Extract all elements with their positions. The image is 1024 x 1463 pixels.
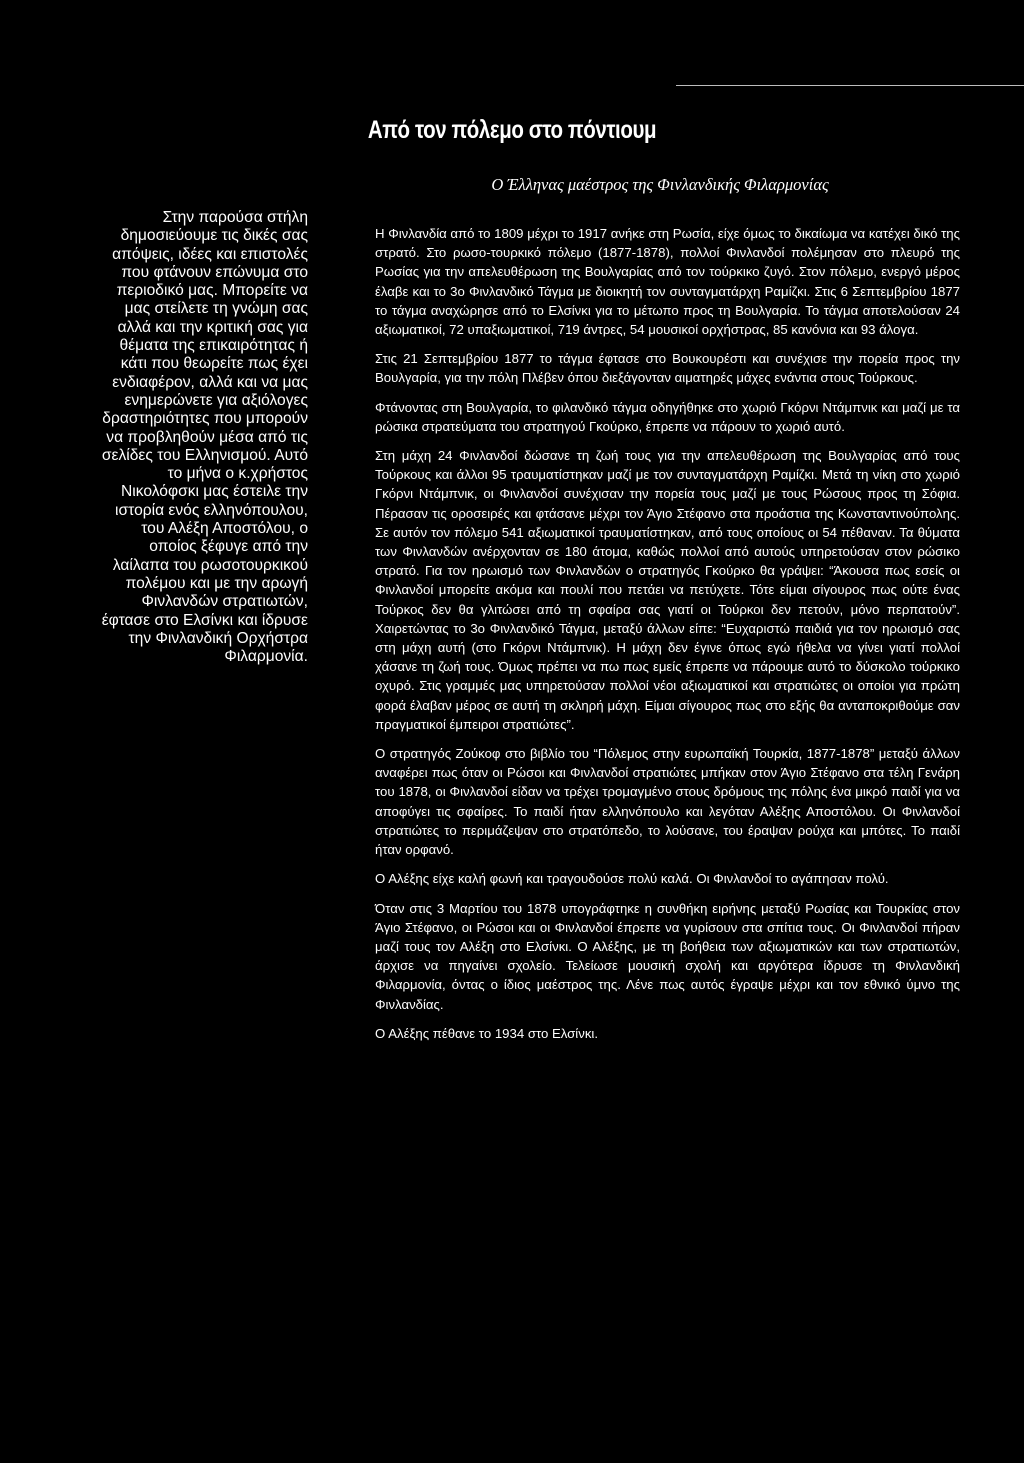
article-paragraph: Η Φινλανδία από το 1809 μέχρι το 1917 ανήκε στη Ρωσία, είχε όμως το δικαίωμα να κατέχει δικό της στρατό. Στο ρωσο-τουρκικό πόλεμο (1877-1878), πολλοί Φινλανδοί πολέμησαν στο πλευρό της Ρωσίας για την απελευθέρωση της Βουλγαρίας από τον τούρκικο ζυγό. Στον πόλεμο, ενεργό μέρος έλαβε και το 3ο Φινλανδικό Τάγμα με διοικητή τον συνταγματάρχη Ραμίζκι. Στις 6 Σεπτεμβρίου 1877 το τάγμα αναχώρησε από το Ελσίνκι για το μέτωπο προς τη Βουλγαρία. Το τάγμα αποτελούσαν 24 αξιωματικοί, 72 υπαξιωματικοί, 719 άντρες, 54 μουσικοί ορχήστρας, 85 κανόνια και 93 άλογα.	[375, 226, 960, 338]
article-body	[375, 224, 960, 1053]
article-paragraph: Ο Αλέξης πέθανε το 1934 στο Ελσίνκι.	[375, 1025, 599, 1041]
header-rule	[676, 85, 1024, 86]
article-subtitle: Ο Έλληνας μαέστρος της Φινλανδικής Φιλαρμονίας	[491, 175, 829, 194]
article-paragraph: Στη μάχη 24 Φινλανδοί δώσανε τη ζωή τους για την απελευθέρωση της Βουλγαρίας από τους Τούρκους και άλλοι 95 τραυματίστηκαν μαζί με τον συνταγματάρχη Ραμίζκι. Μετά τη νίκη στο χωριό Γκόρνι Ντάμπνικ, οι Φινλανδοί συνέχισαν την πορεία τους μαζί με τους Ρώσους προς τη Σόφια. Πέρασαν τις οροσειρές και φτάσανε μέχρι τον Άγιο Στέφανο στα προάστια της Κωνσταντινούπολης. Σε αυτόν τον πόλεμο 541 αξιωματικοί τραυματίστηκαν, από τους οποίους οι 54 πέθαναν. Τα θύματα των Φινλανδών ανέρχονταν σε 180 άτομα, καθώς πολλοί από αυτούς υπηρετούσαν στον ρώσικο στρατό. Για τον ηρωισμό των Φινλανδών ο στρατηγός Γκούρκο θα γράψει: “Άκουσα πως εσείς οι Φινλανδοί μπορείτε ακόμα και πουλί που πετάει να πετύχετε. Τότε είμαι σίγουρος πως ούτε ένας Τούρκος δεν θα γλιτώσει από τη σφαίρα σας γιατί οι Τούρκοι δεν πετούν, μόνο περπατούν”. Χαιρετώντας το 3ο Φινλανδικό Τάγμα, μεταξύ άλλων είπε: “Ευχαριστώ παιδιά για τον ηρωισμό σας στη μάχη αυτή (στο Γκόρνι Ντάμπνικ). Η μάχη δεν έγινε όπως εγώ ήθελα να γίνει γιατί πολλοί χάσανε τη ζωή τους. Όμως πρέπει να πω πως εμείς έπρεπε να πάρουμε αυτό το δύσκολο τούρκικο οχυρό. Στις γραμμές μας υπηρετούσαν πολλοί νέοι αξιωματικοί και στρατιώτες οι οποίοι για πρώτη φορά έλαβαν μέρος σε αυτή τη σκληρή μάχη. Είμαι σίγουρος πως στο εξής θα ανταποκριθούμε σαν πραγματικοί έμπειροι στρατιώτες”.	[375, 448, 960, 732]
article-paragraph: Ο Αλέξης είχε καλή φωνή και τραγουδούσε πολύ καλά. Οι Φινλανδοί το αγάπησαν πολύ.	[375, 871, 889, 887]
article-paragraph: Στις 21 Σεπτεμβρίου 1877 το τάγμα έφτασε στο Βουκουρέστι και συνέχισε την πορεία προς την Βουλγαρία, για την πόλη Πλέβεν όπου διεξάγονταν αιματηρές μάχες ενάντια στους Τούρκους.	[375, 351, 960, 386]
sidebar-intro	[100, 209, 308, 666]
article-paragraph: Ο στρατηγός Ζούκοφ στο βιβλίο του “Πόλεμος στην ευρωπαϊκή Τουρκία, 1877-1878” μεταξύ άλλων αναφέρει πως όταν οι Ρώσοι και Φινλανδοί στρατιώτες μπήκαν στον Άγιο Στέφανο στα τέλη Γενάρη του 1878, οι Φινλανδοί είδαν να τρέχει τρομαγμένο στους δρόμους της πόλης ένα μικρό παιδί για να αποφύγει τις σφαίρες. Το παιδί ήταν ελληνόπουλο και λεγόταν Αλέξης Αποστόλου. Οι Φινλανδοί στρατιώτες το περιμάζεψαν στο στρατόπεδο, το λούσανε, του έραψαν ρούχα και μπότες. Το παιδί ήταν ορφανό.	[375, 746, 960, 858]
sidebar-text: Στην παρούσα στήλη δημοσιεύουμε τις δικές σας απόψεις, ιδέες και επιστολές που φτάνουν επώνυμα στο περιοδικό μας. Μπορείτε να μας στείλετε τη γνώμη σας αλλά και την κριτική σας για θέματα της επικαιρότητας ή κάτι που θεωρείτε πως έχει ενδιαφέρον, αλλά και να μας ενημερώνετε για αξιόλογες δραστηριότητες που μπορούν να προβληθούν μέσα από τις σελίδες του Ελληνισμού. Αυτό το μήνα ο κ.χρήστος Νικολόφσκι μας έστειλε την ιστορία ενός ελληνόπουλου, του Αλέξη Αποστόλου, ο οποίος ξέφυγε από την λαίλαπα του ρωσοτουρκικού πολέμου και με την αρωγή Φινλανδών στρατιωτών, έφτασε στο Ελσίνκι και ίδρυσε την Φινλανδική Ορχήστρα Φιλαρμονία.	[101, 209, 308, 666]
section-title: Από τον πόλεμο στο πόντιουμ	[367, 116, 657, 144]
article-paragraph: Όταν στις 3 Μαρτίου του 1878 υπογράφτηκε η συνθήκη ειρήνης μεταξύ Ρωσίας και Τουρκίας στον Άγιο Στέφανο, οι Ρώσοι και οι Φινλανδοί έπρεπε να γυρίσουν στα σπίτια τους. Οι Φινλανδοί πήραν μαζί τους τον Αλέξη στο Ελσίνκι. Ο Αλέξης, με τη βοήθεια των αξιωματικών και των στρατιωτών, άρχισε να πηγαίνει σχολείο. Τελείωσε μουσική σχολή και αργότερα ίδρυσε τη Φινλανδική Φιλαρμονία, όντας ο ίδιος μαέστρος της. Λένε πως αυτός έγραψε μέχρι και τον εθνικό ύμνο της Φινλανδίας.	[375, 900, 960, 1012]
article-paragraph: Φτάνοντας στη Βουλγαρία, το φιλανδικό τάγμα οδηγήθηκε στο χωριό Γκόρνι Ντάμπνικ και μαζί με τα ρώσικα στρατεύματα του στρατηγού Γκούρκο, έπρεπε να πάρουν το χωριό αυτό.	[375, 399, 960, 434]
